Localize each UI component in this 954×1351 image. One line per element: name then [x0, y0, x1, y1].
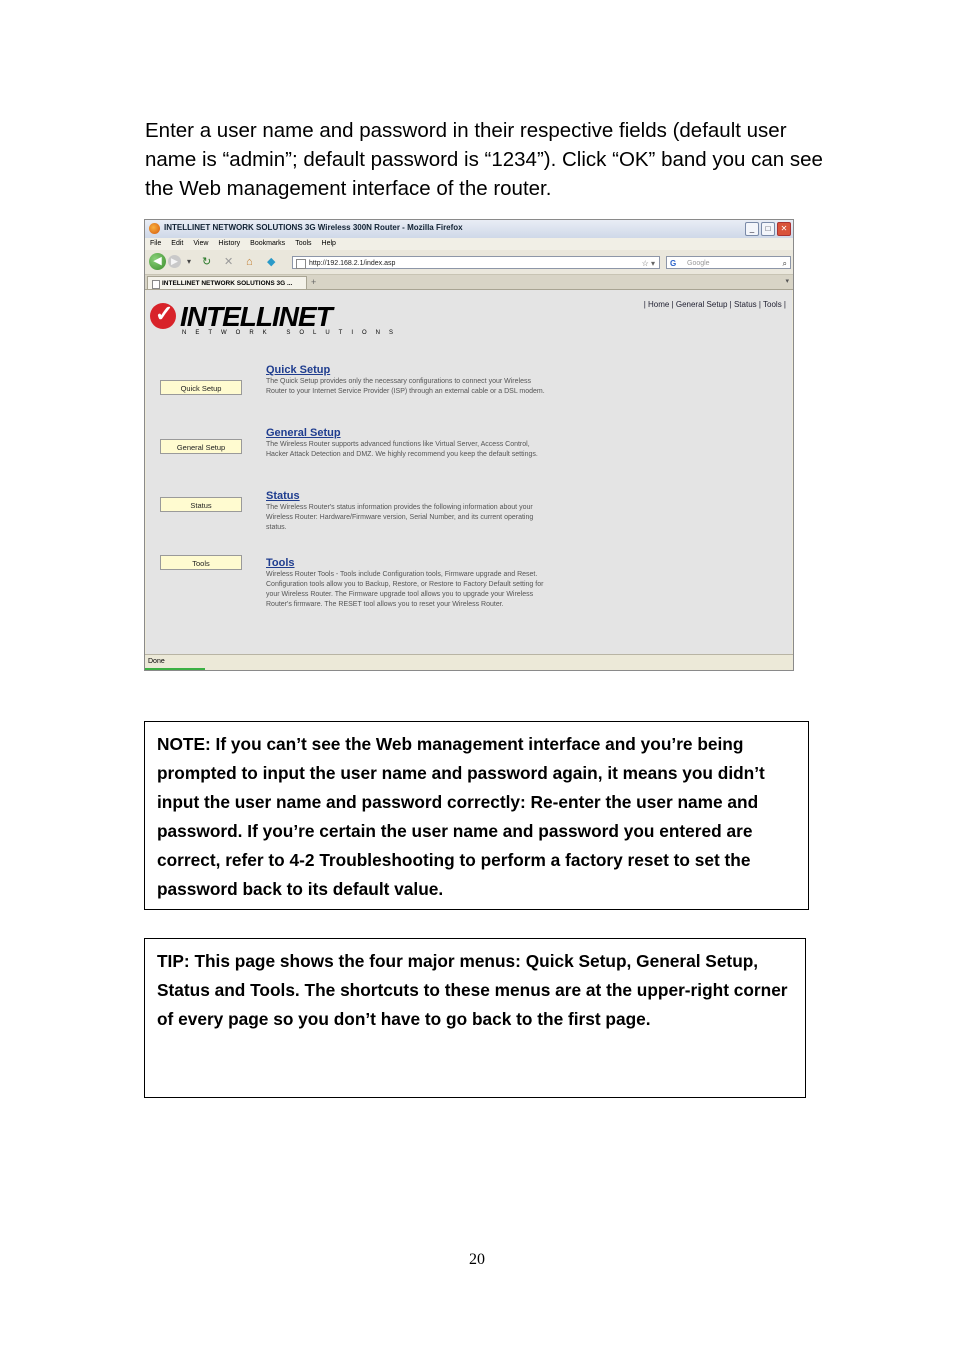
note-text: NOTE: If you can’t see the Web management interface and you’re being prompted to input the user name and password again, it means you didn’t input the user name and password correctly: Re-enter the user name and password. If you’re certain the user name and password you entered are correct, refer to 4-2 Troubleshooting to perform a factory reset to set the password back to its default value. [157, 734, 765, 899]
top-links[interactable]: | Home | General Setup | Status | Tools | [643, 300, 786, 309]
menu-tools[interactable]: Tools [295, 240, 312, 247]
logo-subtext: NETWORK SOLUTIONS [182, 330, 403, 336]
browser-screenshot [144, 219, 794, 671]
logo-check-icon [150, 303, 176, 329]
status-desc: The Wireless Router's status information provides the following information about your Wireless Router: Hardware/Firmware version, Serial Number, and its current operating status. [266, 504, 534, 531]
new-tab-icon[interactable]: + [311, 277, 317, 287]
reload-icon[interactable]: ↻ [202, 256, 212, 268]
tab-label: INTELLINET NETWORK SOLUTIONS 3G ... [162, 280, 293, 287]
general-setup-button[interactable]: General Setup [160, 439, 242, 454]
search-icon[interactable]: ⌕ [782, 259, 787, 268]
navigation-toolbar [145, 250, 793, 275]
menu-file[interactable]: File [150, 240, 162, 247]
logo-text: INTELLINET [180, 301, 332, 332]
menu-bar [145, 238, 793, 250]
tab-page-icon [152, 280, 160, 289]
tools-link[interactable]: Tools [266, 557, 295, 569]
back-icon[interactable]: ◀ [149, 253, 166, 270]
minimize-icon[interactable]: _ [745, 222, 759, 236]
home-icon[interactable]: ⌂ [246, 256, 253, 268]
tip-box [144, 938, 806, 1098]
tab-bar [145, 275, 793, 290]
page-icon [296, 259, 306, 269]
menu-edit[interactable]: Edit [171, 240, 184, 247]
status-button[interactable]: Status [160, 497, 242, 512]
browser-tab[interactable] [147, 276, 307, 289]
tools-section [266, 557, 546, 610]
progress-bar [145, 668, 205, 670]
window-title: INTELLINET NETWORK SOLUTIONS 3G Wireless 300N Router - Mozilla Firefox [164, 223, 463, 232]
note-box [144, 721, 809, 910]
quick-setup-button[interactable]: Quick Setup [160, 380, 242, 395]
status-bar [145, 654, 793, 670]
tools-desc: Wireless Router Tools - Tools include Configuration tools, Firmware upgrade and Reset. Configuration tools allow you to Backup, Restore, or Restore to Factory Default setting for your Wireless Router. The Firmware upgrade tool allows you to upgrade your Wireless Router's firmware. The RESET tool allows you to reset your Wireless Router. [266, 571, 544, 608]
status-section [266, 490, 546, 533]
bookmark-star-icon[interactable]: ☆ ▾ [641, 259, 655, 268]
menu-help[interactable]: Help [321, 240, 336, 247]
status-link[interactable]: Status [266, 490, 300, 502]
intro-paragraph: Enter a user name and password in their respective fields (default user name is “admin”; default password is “1234”). Click “OK” band you can see the Web management interface of the router. [145, 119, 823, 200]
quick-setup-section [266, 364, 546, 397]
history-dropdown-icon[interactable]: ▾ [187, 257, 192, 266]
general-setup-section [266, 427, 546, 460]
address-bar[interactable] [292, 256, 660, 269]
tip-text: TIP: This page shows the four major menus: Quick Setup, General Setup, Status and Tools. The shortcuts to these menus are at the upper-right corner of every page so you don’t have to go back to the first page. [157, 951, 788, 1029]
firefox-icon [149, 223, 160, 234]
address-url: http://192.168.2.1/index.asp [309, 260, 396, 267]
addon-icon[interactable]: ◆ [267, 256, 276, 268]
maximize-icon[interactable]: □ [761, 222, 775, 236]
quick-setup-desc: The Quick Setup provides only the necessary configurations to connect your Wireless Router to your Internet Service Provider (ISP) through an external cable or a DSL modem. [266, 378, 545, 395]
status-text: Done [148, 658, 165, 665]
search-box[interactable] [666, 256, 791, 269]
search-placeholder: Google [687, 260, 710, 267]
intro-text [145, 116, 825, 203]
forward-icon[interactable]: ▶ [168, 255, 181, 268]
google-icon: G [670, 259, 677, 268]
menu-history[interactable]: History [218, 240, 241, 247]
window-titlebar [145, 220, 793, 239]
close-icon[interactable]: ✕ [777, 222, 791, 236]
general-setup-link[interactable]: General Setup [266, 427, 341, 439]
general-setup-desc: The Wireless Router supports advanced functions like Virtual Server, Access Control, Hacker Attack Detection and DMZ. We highly recommend you keep the default settings. [266, 441, 538, 458]
menu-view[interactable]: View [193, 240, 209, 247]
tools-button[interactable]: Tools [160, 555, 242, 570]
tab-list-icon[interactable]: ▾ [785, 278, 789, 285]
menu-bookmarks[interactable]: Bookmarks [250, 240, 286, 247]
quick-setup-link[interactable]: Quick Setup [266, 364, 331, 376]
page-number: 20 [469, 1251, 485, 1268]
stop-icon[interactable]: ✕ [224, 256, 234, 268]
router-page [146, 290, 792, 656]
